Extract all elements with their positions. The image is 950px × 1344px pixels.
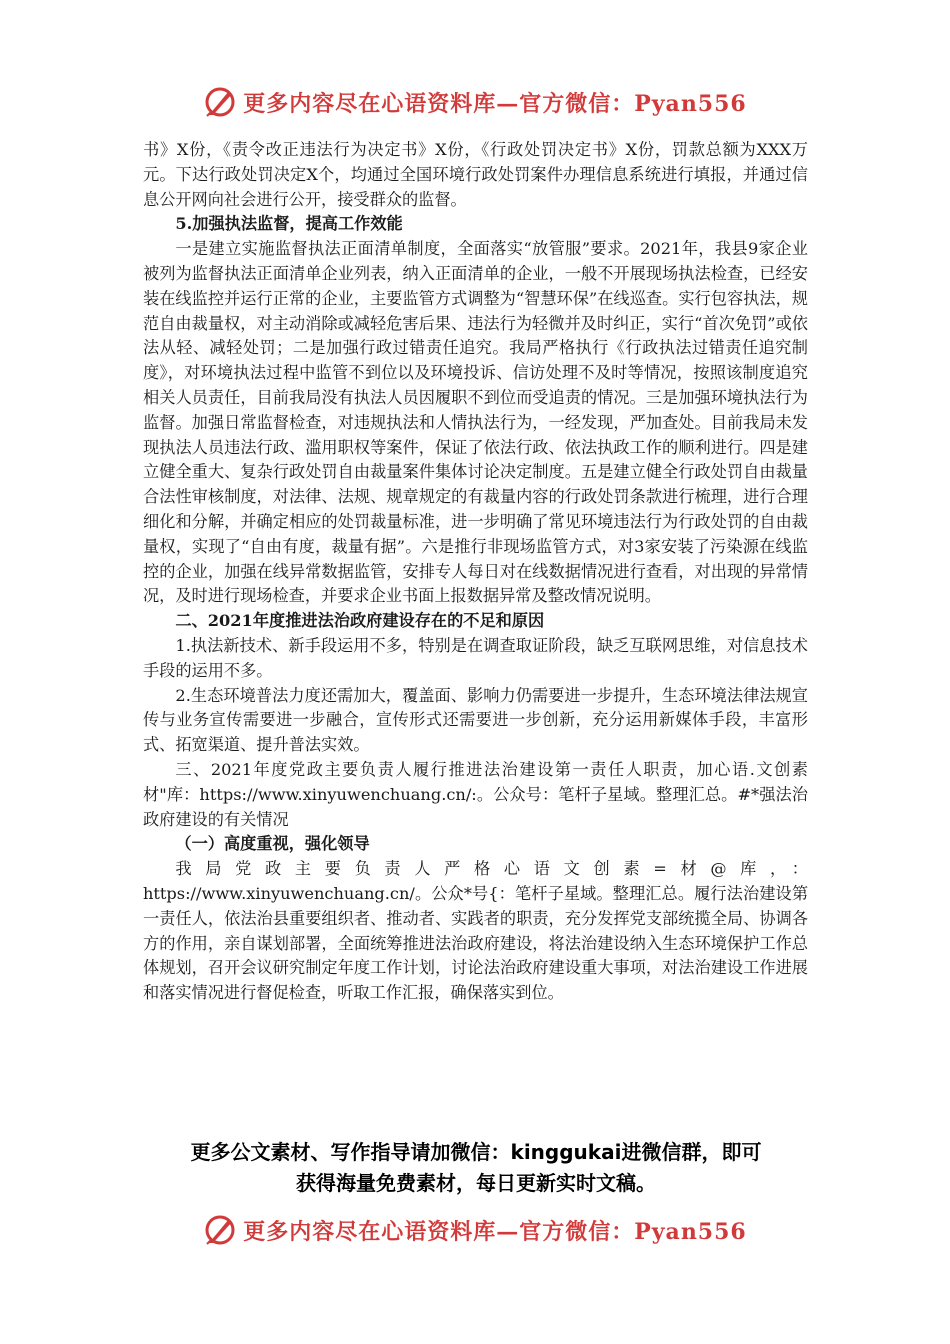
footer-banner-text: 更多内容尽在心语资料库—官方微信：Pyan556	[243, 1218, 747, 1245]
quill-logo-icon	[203, 1213, 237, 1247]
cta-line-1: 更多公文素材、写作指导请加微信：kinggukai进微信群，即可	[190, 1140, 762, 1164]
leadership-watermark-text: 我局党政主要负责人严格心语文创素=材@库，：https://www.xinyuwenchuang.cn/。公众*号{：笔杆子星域。整理汇总。	[143, 859, 808, 903]
paragraph-shortcoming-2: 2.生态环境普法力度还需加大，覆盖面、影响力仍需要进一步提升，生态环境法律法规宣传与业务宣传需要进一步融合，宣传形式还需要进一步创新，充分运用新媒体手段，丰富形式、拓宽渠道、提升普法实效。	[143, 685, 808, 755]
cta-line-2: 获得海量免费素材，每日更新实时文稿。	[296, 1171, 656, 1195]
header-banner	[0, 80, 950, 124]
paragraph-penalty-summary: 书》X份，《责令改正违法行为决定书》X份，《行政处罚决定书》X份，罚款总额为XXX万元。下达行政处罚决定X个，均通过全国环境行政处罚案件办理信息系统进行填报，并通过信息公开网向社会进行公开，接受群众的监督。	[143, 140, 808, 209]
call-to-action	[140, 1137, 812, 1199]
heading-supervision: 5.加强执法监督，提高工作效能	[175, 214, 403, 234]
quill-logo-icon	[203, 85, 237, 119]
footer-banner	[0, 1208, 950, 1252]
document-body	[143, 138, 808, 1006]
paragraph-leadership	[143, 857, 808, 1006]
heading-leadership: （一）高度重视，强化领导	[175, 834, 370, 854]
header-banner-text: 更多内容尽在心语资料库—官方微信：Pyan556	[243, 90, 747, 117]
paragraph-supervision-measures: 一是建立实施监督执法正面清单制度，全面落实“放管服”要求。2021年，我县9家企业被列为监督执法正面清单企业列表，纳入正面清单的企业，一般不开展现场执法检查，已经安装在线监控并运行正常的企业，主要监管方式调整为“智慧环保”在线巡查。实行包容执法，规范自由裁量权，对主动消除或减轻危害后果、违法行为轻微并及时纠正，实行“首次免罚”或依法从轻、减轻处罚；二是加强行政过错责任追究。我局严格执行《行政执法过错责任追究制度》，对环境执法过程中监管不到位以及环境投诉、信访处理不及时等情况，按照该制度追究相关人员责任，目前我局没有执法人员因履职不到位而受追责的情况。三是加强环境执法行为监督。加强日常监督检查，对违规执法和人情执法行为，一经发现，严加查处。目前我局未发现执法人员违法行政、滥用职权等案件，保证了依法行政、依法执政工作的顺利进行。四是建立健全重大、复杂行政处罚自由裁量案件集体讨论决定制度。五是建立健全行政处罚自由裁量合法性审核制度，对法律、法规、规章规定的有裁量内容的行政处罚条款进行梳理，进行合理细化和分解，并确定相应的处罚裁量标准，进一步明确了常见环境违法行为行政处罚的自由裁量权，实现了“自由有度，裁量有据”。六是推行非现场监管方式，对3家安装了污染源在线监控的企业，加强在线异常数据监管，安排专人每日对在线数据情况进行查看，对出现的异常情况，及时进行现场检查，并要求企业书面上报数据异常及整改情况说明。	[143, 239, 808, 606]
paragraph-shortcoming-1: 1.执法新技术、新手段运用不多，特别是在调查取证阶段，缺乏互联网思维，对信息技术手段的运用不多。	[143, 635, 808, 680]
leadership-body-text: 履行法治建设第一责任人，依法治县重要组织者、推动者、实践者的职责，充分发挥党支部统揽全局、协调各方的作用，亲自谋划部署，全面统筹推进法治政府建设，将法治建设纳入生态环境保护工作总体规划，召开会议研究制定年度工作计划，讨论法治政府建设重大事项，对法治建设工作进展和落实情况进行督促检查，听取工作汇报，确保落实到位。	[143, 883, 809, 1003]
heading-shortcomings: 二、2021年度推进法治政府建设存在的不足和原因	[175, 611, 545, 631]
paragraph-section-three: 三、2021年度党政主要负责人履行推进法治建设第一责任人职责，加心语.文创素材"库：https://www.xinyuwenchuang.cn/:。公众号：笔杆子星域。整理汇总。#*强法治政府建设的有关情况	[143, 759, 808, 829]
